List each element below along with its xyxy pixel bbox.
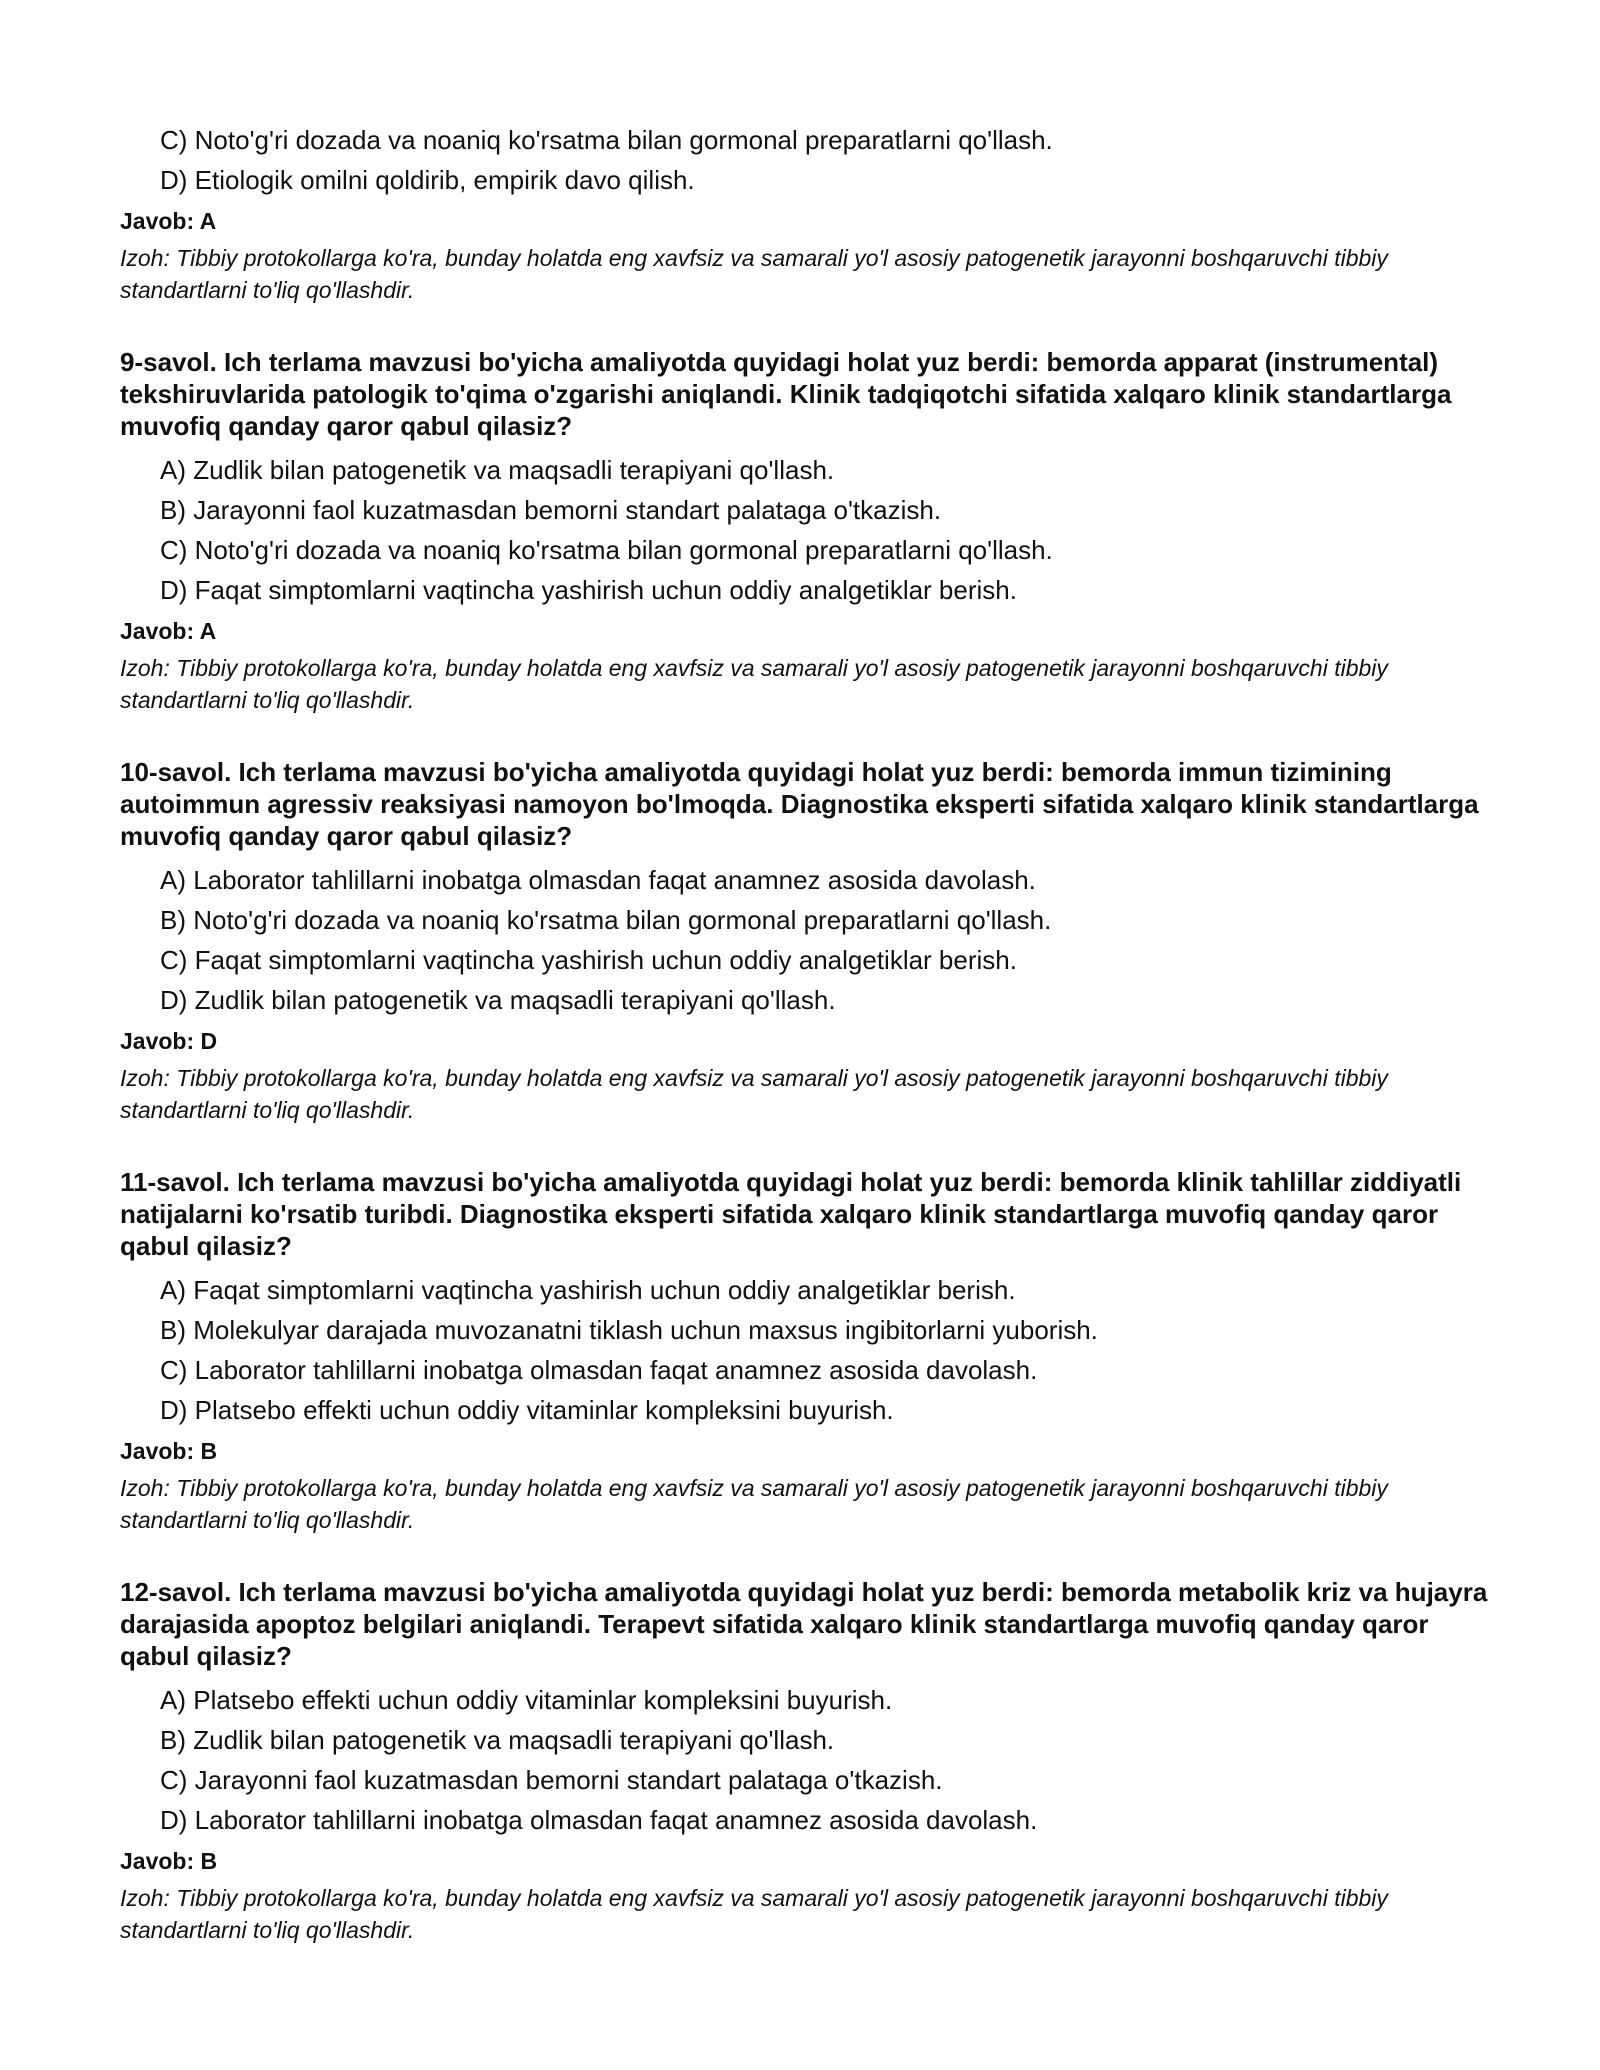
option-b: B) Jarayonni faol kuzatmasdan bemorni standart palataga o'tkazish. bbox=[160, 495, 942, 525]
option-c: C) Faqat simptomlarni vaqtincha yashirish uchun oddiy analgetiklar berish. bbox=[160, 945, 1017, 975]
option-d: D) Faqat simptomlarni vaqtincha yashirish uchun oddiy analgetiklar berish. bbox=[160, 575, 1017, 605]
document-page bbox=[120, 120, 1500, 1946]
explanation-note: Izoh: Tibbiy protokollarga ko'ra, bunday holatda eng xavfsiz va samarali yo'l asosiy patogenetik jarayonni boshqaruvchi tibbiy standartlarni to'liq qo'llashdir. bbox=[120, 245, 1388, 303]
option-c: C) Noto'g'ri dozada va noaniq ko'rsatma bilan gormonal preparatlarni qo'llash. bbox=[160, 535, 1053, 565]
question-title: 9-savol. Ich terlama mavzusi bo'yicha amaliyotda quyidagi holat yuz berdi: bemorda apparat (instrumental) tekshiruvlarida patologik to'qima o'zgarishi aniqlandi. Klinik tadqiqotchi sifatida xalqaro klinik standartlarga muvofiq qanday qaror qabul qilasiz? bbox=[120, 347, 1452, 441]
option-c: C) Noto'g'ri dozada va noaniq ko'rsatma bilan gormonal preparatlarni qo'llash. bbox=[160, 125, 1053, 155]
question-10 bbox=[120, 756, 1500, 1126]
option-a: A) Laborator tahlillarni inobatga olmasdan faqat anamnez asosida davolash. bbox=[160, 865, 1036, 895]
question-9 bbox=[120, 346, 1500, 716]
answer-label: Javob: A bbox=[120, 208, 217, 234]
question-12 bbox=[120, 1576, 1500, 1946]
option-b: B) Noto'g'ri dozada va noaniq ko'rsatma bilan gormonal preparatlarni qo'llash. bbox=[160, 905, 1052, 935]
answer-label: Javob: B bbox=[120, 1848, 218, 1874]
explanation-note: Izoh: Tibbiy protokollarga ko'ra, bunday holatda eng xavfsiz va samarali yo'l asosiy patogenetik jarayonni boshqaruvchi tibbiy standartlarni to'liq qo'llashdir. bbox=[120, 1065, 1388, 1123]
question-title: 10-savol. Ich terlama mavzusi bo'yicha amaliyotda quyidagi holat yuz berdi: bemorda immun tizimining autoimmun agressiv reaksiyasi namoyon bo'lmoqda. Diagnostika eksperti sifatida xalqaro klinik standartlarga muvofiq qanday qaror qabul qilasiz? bbox=[120, 757, 1479, 851]
answer-label: Javob: A bbox=[120, 618, 217, 644]
option-a: A) Faqat simptomlarni vaqtincha yashirish uchun oddiy analgetiklar berish. bbox=[160, 1275, 1016, 1305]
answer-label: Javob: D bbox=[120, 1028, 218, 1054]
explanation-note: Izoh: Tibbiy protokollarga ko'ra, bunday holatda eng xavfsiz va samarali yo'l asosiy patogenetik jarayonni boshqaruvchi tibbiy standartlarni to'liq qo'llashdir. bbox=[120, 1475, 1388, 1533]
option-c: C) Laborator tahlillarni inobatga olmasdan faqat anamnez asosida davolash. bbox=[160, 1355, 1038, 1385]
option-d: D) Etiologik omilni qoldirib, empirik davo qilish. bbox=[160, 165, 695, 195]
option-a: A) Platsebo effekti uchun oddiy vitaminlar kompleksini buyurish. bbox=[160, 1685, 893, 1715]
option-a: A) Zudlik bilan patogenetik va maqsadli terapiyani qo'llash. bbox=[160, 455, 835, 485]
option-d: D) Zudlik bilan patogenetik va maqsadli terapiyani qo'llash. bbox=[160, 985, 836, 1015]
option-b: B) Molekulyar darajada muvozanatni tiklash uchun maxsus ingibitorlarni yuborish. bbox=[160, 1315, 1098, 1345]
option-d: D) Laborator tahlillarni inobatga olmasdan faqat anamnez asosida davolash. bbox=[160, 1805, 1038, 1835]
option-b: B) Zudlik bilan patogenetik va maqsadli terapiyani qo'llash. bbox=[160, 1725, 835, 1755]
explanation-note: Izoh: Tibbiy protokollarga ko'ra, bunday holatda eng xavfsiz va samarali yo'l asosiy patogenetik jarayonni boshqaruvchi tibbiy standartlarni to'liq qo'llashdir. bbox=[120, 655, 1388, 713]
answer-label: Javob: B bbox=[120, 1438, 218, 1464]
option-c: C) Jarayonni faol kuzatmasdan bemorni standart palataga o'tkazish. bbox=[160, 1765, 943, 1795]
question-title: 12-savol. Ich terlama mavzusi bo'yicha amaliyotda quyidagi holat yuz berdi: bemorda metabolik kriz va hujayra darajasida apoptoz belgilari aniqlandi. Terapevt sifatida xalqaro klinik standartlarga muvofiq qanday qaror qabul qilasiz? bbox=[120, 1577, 1488, 1671]
option-d: D) Platsebo effekti uchun oddiy vitaminlar kompleksini buyurish. bbox=[160, 1395, 894, 1425]
question-11 bbox=[120, 1166, 1500, 1536]
question-continuation bbox=[120, 120, 1500, 306]
explanation-note: Izoh: Tibbiy protokollarga ko'ra, bunday holatda eng xavfsiz va samarali yo'l asosiy patogenetik jarayonni boshqaruvchi tibbiy standartlarni to'liq qo'llashdir. bbox=[120, 1885, 1388, 1943]
question-title: 11-savol. Ich terlama mavzusi bo'yicha amaliyotda quyidagi holat yuz berdi: bemorda klinik tahlillar ziddiyatli natijalarni ko'rsatib turibdi. Diagnostika eksperti sifatida xalqaro klinik standartlarga muvofiq qanday qaror qabul qilasiz? bbox=[120, 1167, 1462, 1261]
